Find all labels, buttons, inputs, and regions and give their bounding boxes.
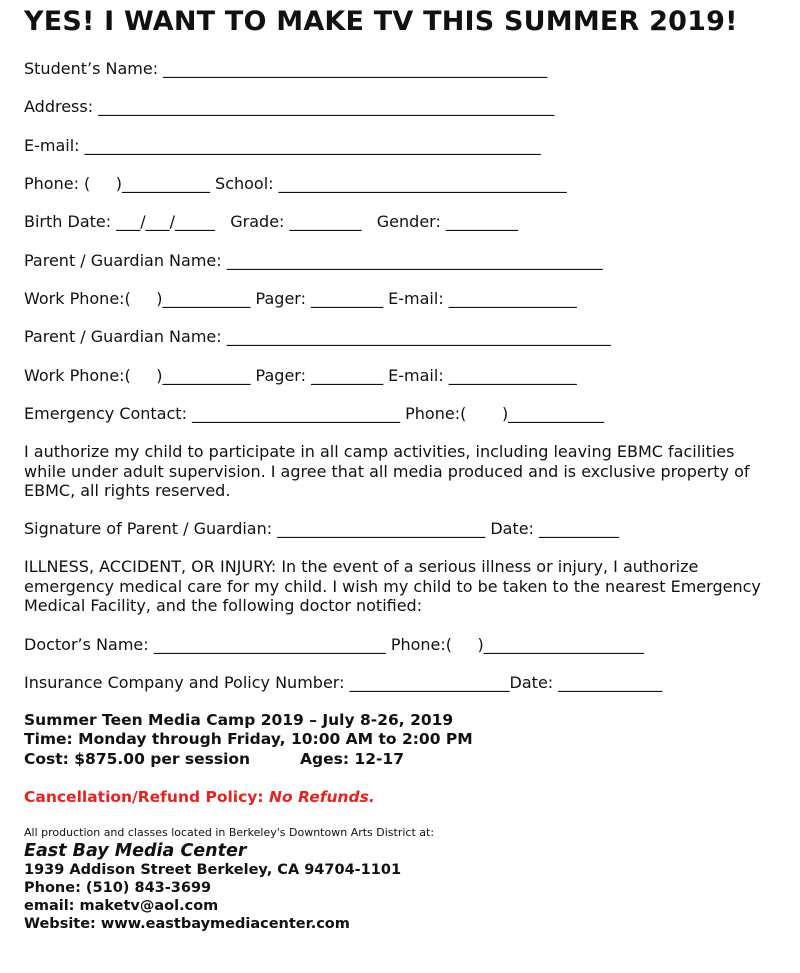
parent-guardian-name-line-2[interactable]: Parent / Guardian Name: ________________________________________________: [24, 327, 611, 346]
phone-school-line[interactable]: Phone: ( )___________ School: ____________________________________: [24, 174, 567, 193]
camp-ages: Ages: 12-17: [300, 750, 404, 768]
street-address: 1939 Addison Street Berkeley, CA 94704-1101: [24, 862, 402, 878]
camp-cost: Cost: $875.00 per session: [24, 750, 251, 768]
signature-line[interactable]: Signature of Parent / Guardian: __________________________ Date: __________: [24, 519, 620, 538]
contact-phone: Phone: (510) 843-3699: [24, 880, 212, 896]
contact-website[interactable]: Website: www.eastbaymediacenter.com: [24, 916, 350, 932]
work-phone-line-2[interactable]: Work Phone:( )___________ Pager: _________ E-mail: ________________: [24, 366, 577, 385]
organization-name: East Bay Media Center: [24, 841, 247, 861]
work-phone-line-1[interactable]: Work Phone:( )___________ Pager: _________ E-mail: ________________: [24, 289, 577, 308]
location-note: All production and classes located in Berkeley's Downtown Arts District at:: [24, 826, 435, 839]
refund-policy: [24, 788, 375, 808]
parent-guardian-name-line-1[interactable]: Parent / Guardian Name: _______________________________________________: [24, 251, 603, 270]
address-line[interactable]: Address: _________________________________________________________: [24, 97, 555, 116]
doctor-line[interactable]: Doctor’s Name: _____________________________ Phone:( )____________________: [24, 635, 644, 654]
refund-policy-value: No Refunds.: [269, 788, 375, 806]
contact-email[interactable]: email: maketv@aol.com: [24, 898, 219, 914]
emergency-contact-line[interactable]: Emergency Contact: __________________________ Phone:( )____________: [24, 404, 605, 423]
student-name-line[interactable]: Student’s Name: ________________________________________________: [24, 59, 548, 78]
refund-policy-label: Cancellation/Refund Policy:: [24, 788, 264, 806]
illness-paragraph: ILLNESS, ACCIDENT, OR INJURY: In the event of a serious illness or injury, I authorize emergency medical care for my child. I wish my child to be taken to the nearest Emergency Medical Facility, and the following doctor notified:: [24, 557, 761, 615]
authorization-paragraph: I authorize my child to participate in all camp activities, including leaving EBMC facilities while under adult supervision. I agree that all media produced and is exclusive property of EBMC, all rights reserved.: [24, 442, 750, 500]
camp-name-dates: Summer Teen Media Camp 2019 – July 8-26, 2019: [24, 711, 454, 729]
email-line[interactable]: E-mail: _________________________________________________________: [24, 136, 541, 155]
page-title: YES! I WANT TO MAKE TV THIS SUMMER 2019!: [24, 6, 738, 37]
camp-time: Time: Monday through Friday, 10:00 AM to 2:00 PM: [24, 730, 473, 748]
insurance-line[interactable]: Insurance Company and Policy Number: ____________________Date: _____________: [24, 673, 663, 692]
birthdate-grade-gender-line[interactable]: Birth Date: ___/___/_____ Grade: _________ Gender: _________: [24, 212, 518, 231]
